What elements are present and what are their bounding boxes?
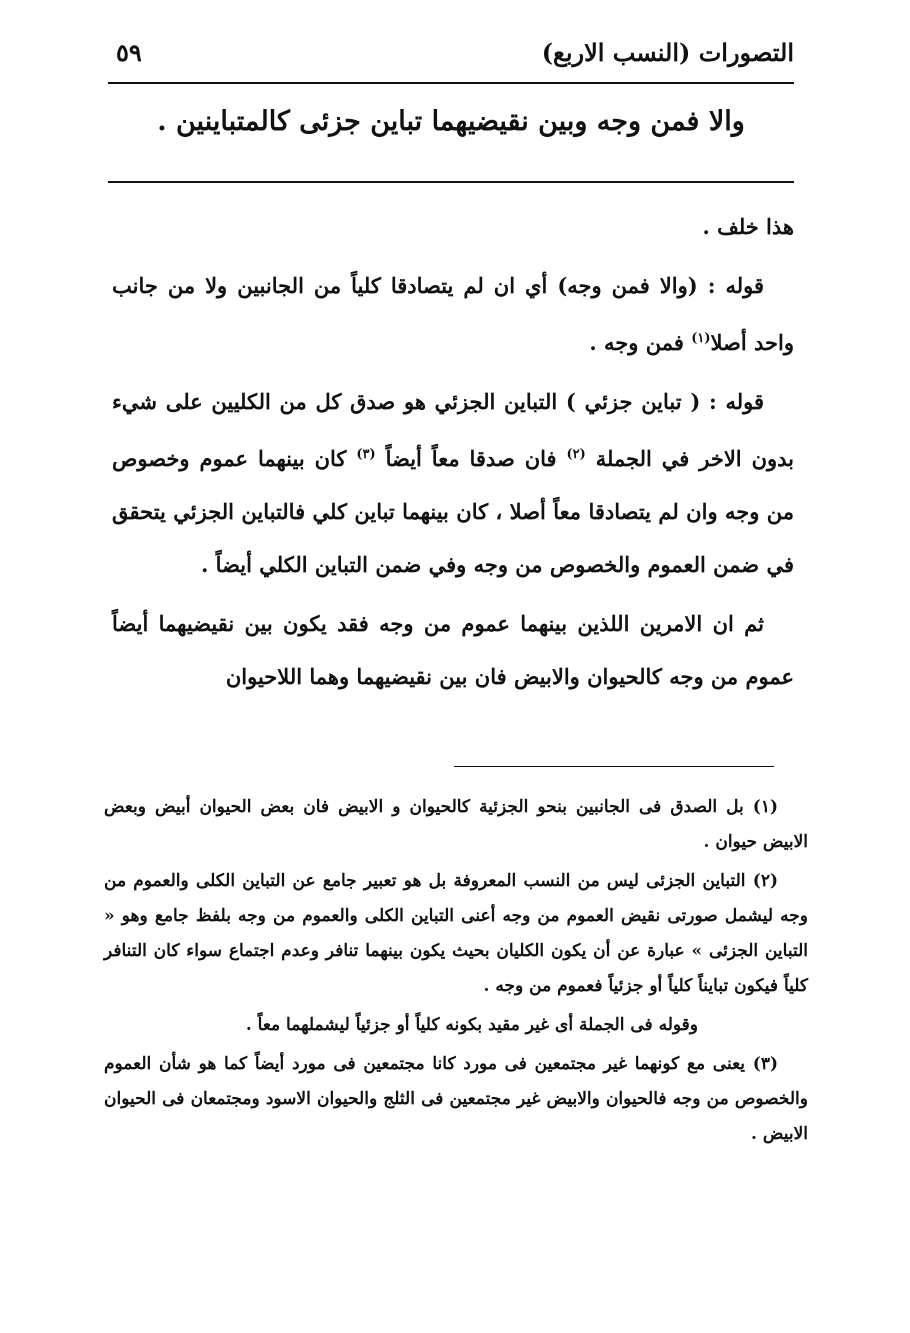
footnote-3: (٣) يعنى مع كونهما غير مجتمعين فى مورد كانا مجتمعين فى مورد أيضاً كما هو شأن العموم والخصوص من وجه فالحيوان والابيض غير مجتمعين فى الثلج والحيوان الاسود ومجتمعان فى الحيوان الابيض . [104,1054,808,1144]
paragraph-text: قوله : ( تباين جزئي ) التباين الجزئي هو صدق كل من الكليين على شيء بدون الاخر في الجملة [112,389,794,471]
running-title: التصورات (النسب الاربع) [541,38,794,67]
paragraph-text: قوله : (والا فمن وجه) أي ان لم يتصادقا كلياً من الجانبين ولا من جانب واحد أصلا [112,273,794,355]
commentary-paragraph [112,259,794,369]
commentary-paragraph [112,200,794,253]
footnote-2-continuation: وقوله فى الجملة أى غير مقيد بكونه كلياً أو جزئياً ليشملهما معاً . [245,1015,698,1035]
footnote-ref: (٣) [356,447,376,462]
paragraph-text: هذا خلف . [702,214,794,239]
paragraph-text: ثم ان الامرين اللذين بينهما عموم من وجه فقد يكون بين نقيضيهما أيضاً عموم من وجه كالحيوان والابيض فان بين نقيضيهما وهما اللاحيوان [112,611,794,689]
paragraph-text: فمن وجه . [589,330,692,355]
paragraph-text: فان صدقا معاً أيضاً [385,446,567,471]
page-header [108,30,794,80]
page-number: ٥٩ [116,38,142,67]
footnotes-section [104,790,808,1156]
commentary-paragraph [112,597,794,703]
footnote-1: (١) بل الصدق فى الجانبين بنحو الجزئية كالحيوان و الابيض فان بعض الحيوان أبيض وبعض الابيض حيوان . [104,797,808,852]
commentary-paragraph [112,375,794,591]
footnote-ref: (١) [691,331,711,346]
footnote-separator [454,766,774,767]
footnote-ref: (٢) [566,447,586,462]
commentary-body [112,200,794,709]
matn-text: والا فمن وجه وبين نقيضيهما تباين جزئى كالمتباينين . [157,106,745,137]
paragraph-text: كان بينهما عموم وخصوص من وجه وان لم يتصادقا معاً أصلا ، كان بينهما تباين كلي فالتباين الجزئي يتحقق في ضمن العموم والخصوص من وجه وفي ضمن التباين الكلي أيضاً . [112,446,794,577]
header-rule [108,82,794,84]
footnote-2: (٢) التباين الجزئى ليس من النسب المعروفة بل هو تعبير جامع عن التباين الكلى والعموم من وجه ليشمل صورتى نقيض العموم من وجه أعنى التباين الكلى والعموم من وجه بلفظ جامع وهو « التباين الجزئى » عبارة عن أن يكون الكليان بحيث يكون بينهما تنافر وعدم اجتماع سواء كان التنافر كلياً فيكون تبايناً كلياً أو جزئياً فعموم من وجه . [104,871,808,996]
matn-rule [108,181,794,183]
